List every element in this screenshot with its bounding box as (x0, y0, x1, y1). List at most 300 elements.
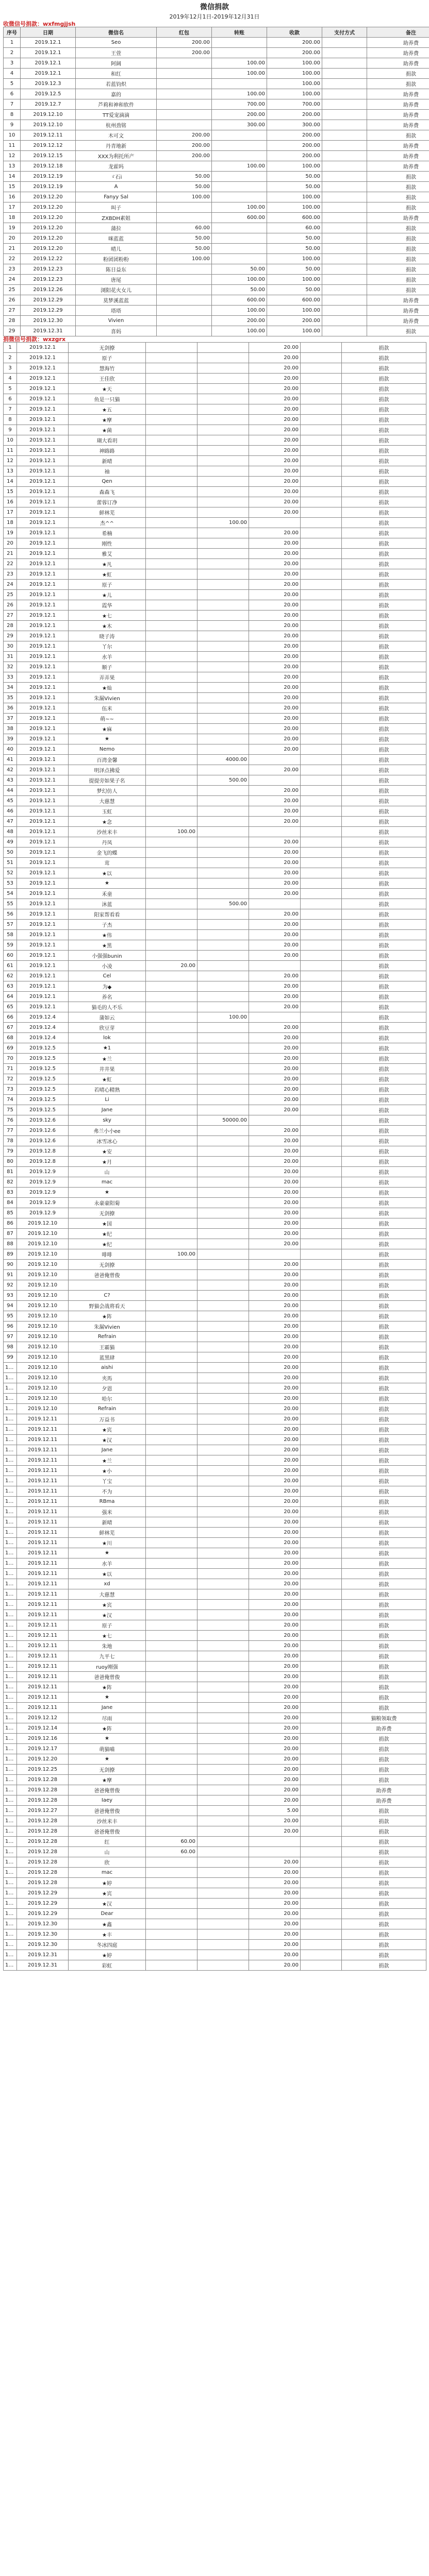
row-transfer (197, 487, 249, 497)
row-wechat-name: 水羊 (69, 652, 146, 662)
row-red-packet (157, 99, 212, 110)
row-payment (301, 374, 342, 384)
row-date: 2019.12.1 (17, 889, 69, 899)
table-row (4, 569, 426, 580)
row-received: 20.00 (249, 848, 301, 858)
table-row (4, 755, 426, 765)
row-transfer (212, 244, 267, 254)
row-payment (301, 1466, 342, 1476)
table-row (4, 662, 426, 672)
row-index: 14 (4, 477, 17, 487)
row-wechat-name: 水羊 (69, 1558, 146, 1569)
row-date: 2019.12.10 (17, 1301, 69, 1311)
row-red-packet (146, 1826, 197, 1837)
row-wechat-name: ゞ石i (76, 172, 157, 182)
row-index: 82 (4, 1177, 17, 1188)
row-date: 2019.12.11 (17, 1600, 69, 1610)
row-wechat-name: 鱼是一只猫 (69, 394, 146, 404)
table-row (4, 497, 426, 507)
row-date: 2019.12.1 (17, 1002, 69, 1012)
row-received: 20.00 (249, 1569, 301, 1579)
row-note: 捐款 (342, 1868, 426, 1878)
row-index: 104 (4, 1404, 17, 1414)
row-wechat-name: ★以 (69, 868, 146, 878)
row-payment (301, 672, 342, 683)
row-transfer (212, 141, 267, 151)
row-date: 2019.12.10 (17, 1383, 69, 1394)
row-transfer (197, 909, 249, 920)
row-received: 20.00 (249, 1455, 301, 1466)
row-note: 捐款 (342, 466, 426, 477)
row-payment (301, 755, 342, 765)
row-transfer (197, 641, 249, 652)
row-wechat-name: 无剑撩 (69, 1765, 146, 1775)
row-received: 20.00 (249, 1754, 301, 1765)
row-payment (301, 1744, 342, 1754)
row-note: 捐款 (342, 1631, 426, 1641)
row-transfer (197, 1301, 249, 1311)
row-note: 捐款 (367, 79, 429, 89)
row-note: 捐款 (342, 1115, 426, 1126)
row-index: 107 (4, 1435, 17, 1445)
row-date: 2019.12.29 (21, 295, 76, 306)
row-red-packet (146, 1600, 197, 1610)
row-payment (322, 120, 367, 130)
row-payment (301, 466, 342, 477)
row-red-packet (157, 306, 212, 316)
row-payment (301, 1795, 342, 1806)
table-row (4, 1754, 426, 1765)
row-index: 14 (4, 172, 21, 182)
row-date: 2019.12.10 (17, 1291, 69, 1301)
row-wechat-name: ★虹 (69, 1074, 146, 1084)
table-row (4, 1795, 426, 1806)
row-index: 44 (4, 786, 17, 796)
row-received: 200.00 (267, 141, 322, 151)
row-note: 捐款 (342, 1847, 426, 1857)
row-date: 2019.12.3 (21, 79, 76, 89)
row-red-packet (146, 1198, 197, 1208)
table-header-row (4, 27, 429, 38)
row-date: 2019.12.23 (21, 275, 76, 285)
row-index: 72 (4, 1074, 17, 1084)
page-title: 微信捐款 (200, 3, 229, 11)
row-transfer: 4000.00 (197, 755, 249, 765)
row-red-packet (146, 848, 197, 858)
table-row (4, 1425, 426, 1435)
row-index: 18 (4, 213, 21, 223)
row-received (249, 1847, 301, 1857)
row-red-packet (146, 1311, 197, 1321)
row-index: 87 (4, 1229, 17, 1239)
row-red-packet (146, 1321, 197, 1332)
row-note: 助养费 (367, 151, 429, 161)
row-red-packet (146, 641, 197, 652)
row-payment (301, 1651, 342, 1662)
row-index: 12 (4, 151, 21, 161)
row-index: 155 (4, 1929, 17, 1940)
row-note: 捐款 (342, 1569, 426, 1579)
row-transfer (197, 1260, 249, 1270)
row-note: 捐款 (342, 1291, 426, 1301)
row-wechat-name: ★摩 (69, 1775, 146, 1785)
row-note: 捐款 (342, 1775, 426, 1785)
col-header-note: 备注 (367, 27, 429, 38)
row-payment (301, 1332, 342, 1342)
row-red-packet: 60.00 (146, 1847, 197, 1857)
row-received: 20.00 (249, 878, 301, 889)
row-received: 20.00 (249, 1332, 301, 1342)
row-date: 2019.12.1 (17, 899, 69, 909)
row-note: 捐款 (342, 1579, 426, 1589)
row-date: 2019.12.1 (17, 641, 69, 652)
row-index: 37 (4, 714, 17, 724)
row-note: 捐款 (342, 1332, 426, 1342)
row-received: 100.00 (267, 306, 322, 316)
row-date: 2019.12.1 (17, 992, 69, 1002)
row-transfer (197, 549, 249, 559)
row-transfer (197, 1466, 249, 1476)
row-payment (301, 1631, 342, 1641)
row-red-packet (146, 559, 197, 569)
row-wechat-name: Refrain (69, 1332, 146, 1342)
row-wechat-name: 王萱 (76, 48, 157, 58)
row-received: 20.00 (249, 343, 301, 353)
row-transfer (197, 466, 249, 477)
table-row (4, 672, 426, 683)
row-date: 2019.12.5 (17, 1043, 69, 1054)
row-date: 2019.12.11 (17, 1692, 69, 1703)
row-received: 20.00 (249, 1816, 301, 1826)
row-note: 捐款 (367, 244, 429, 254)
row-transfer (197, 1198, 249, 1208)
row-transfer (197, 611, 249, 621)
row-payment (301, 1311, 342, 1321)
row-red-packet (146, 1775, 197, 1785)
row-date: 2019.12.1 (17, 384, 69, 394)
row-note: 捐款 (342, 1888, 426, 1899)
table-row (4, 1703, 426, 1713)
row-received: 50.00 (267, 233, 322, 244)
row-wechat-name: 蓝黑肆 (69, 1352, 146, 1363)
row-date: 2019.12.10 (17, 1394, 69, 1404)
row-red-packet (146, 909, 197, 920)
row-received: 20.00 (249, 1868, 301, 1878)
row-received: 20.00 (249, 1929, 301, 1940)
row-index: 101 (4, 1373, 17, 1383)
row-date: 2019.12.30 (17, 1940, 69, 1950)
row-payment (301, 590, 342, 600)
row-transfer (197, 1167, 249, 1177)
table-row (4, 1837, 426, 1847)
row-payment (301, 775, 342, 786)
row-red-packet (146, 1435, 197, 1445)
row-red-packet (146, 703, 197, 714)
table-row (4, 244, 429, 254)
row-payment (301, 703, 342, 714)
row-date: 2019.12.28 (17, 1857, 69, 1868)
row-index: 81 (4, 1167, 17, 1177)
row-index: 39 (4, 734, 17, 744)
row-payment (301, 1012, 342, 1023)
row-date: 2019.12.1 (17, 394, 69, 404)
row-transfer (197, 1342, 249, 1352)
row-red-packet (146, 456, 197, 466)
row-index: 71 (4, 1064, 17, 1074)
row-red-packet (146, 404, 197, 415)
row-payment (301, 1558, 342, 1569)
row-note: 捐款 (342, 1301, 426, 1311)
row-date: 2019.12.1 (17, 786, 69, 796)
table-row (4, 1847, 426, 1857)
row-received: 20.00 (249, 1270, 301, 1280)
row-note: 捐款 (342, 1064, 426, 1074)
row-note: 捐款 (342, 1002, 426, 1012)
row-index: 131 (4, 1682, 17, 1692)
row-wechat-name: 欣豆芽 (69, 1023, 146, 1033)
row-red-packet (146, 724, 197, 734)
row-note: 捐款 (367, 233, 429, 244)
table-row (4, 1589, 426, 1600)
table-row (4, 1878, 426, 1888)
table-row (4, 1074, 426, 1084)
row-index: 41 (4, 755, 17, 765)
row-index: 3 (4, 58, 21, 69)
row-note: 捐款 (342, 1311, 426, 1321)
row-date: 2019.12.22 (21, 254, 76, 264)
row-payment (301, 1249, 342, 1260)
row-wechat-name: 新晴 (69, 1517, 146, 1528)
table-row (4, 600, 426, 611)
row-note: 捐款 (342, 1280, 426, 1291)
row-date: 2019.12.11 (17, 1507, 69, 1517)
row-transfer (197, 1363, 249, 1373)
row-received: 200.00 (267, 38, 322, 48)
row-wechat-name: Seo (76, 38, 157, 48)
table-row (4, 1280, 426, 1291)
row-wechat-name: Fanyy Sal (76, 192, 157, 202)
row-note: 捐款 (342, 538, 426, 549)
row-index: 126 (4, 1631, 17, 1641)
table-row (4, 652, 426, 662)
row-date: 2019.12.1 (17, 703, 69, 714)
section-label-donate: 捐微信号捐款：wxzgrx (3, 336, 66, 343)
row-note: 捐款 (342, 1414, 426, 1425)
row-wechat-name: 爸爸俺曾俊 (69, 1785, 146, 1795)
row-note: 捐款 (342, 394, 426, 404)
table-row (4, 275, 429, 285)
row-received: 20.00 (249, 909, 301, 920)
row-wechat-name: 啡啡 (69, 1249, 146, 1260)
row-received: 20.00 (249, 1610, 301, 1620)
row-date: 2019.12.6 (17, 1126, 69, 1136)
row-wechat-name: ★纪 (69, 1239, 146, 1249)
row-received: 20.00 (249, 456, 301, 466)
row-payment (322, 141, 367, 151)
row-date: 2019.12.20 (21, 233, 76, 244)
table-row (4, 1785, 426, 1795)
row-wechat-name: 爸爸俺曾俊 (69, 1806, 146, 1816)
row-payment (301, 1703, 342, 1713)
table-row (4, 192, 429, 202)
row-date: 2019.12.1 (17, 878, 69, 889)
row-index: 34 (4, 683, 17, 693)
row-date: 2019.12.1 (17, 487, 69, 497)
row-transfer (212, 172, 267, 182)
row-transfer (197, 1734, 249, 1744)
row-received: 20.00 (249, 714, 301, 724)
row-note: 捐款 (342, 384, 426, 394)
row-note: 捐款 (342, 1620, 426, 1631)
row-transfer (212, 254, 267, 264)
row-wechat-name: 沙丝米丰 (69, 827, 146, 837)
table-row (4, 889, 426, 899)
row-wechat-name: ★ (69, 1692, 146, 1703)
row-index: 43 (4, 775, 17, 786)
row-received: 20.00 (249, 1857, 301, 1868)
row-index: 6 (4, 394, 17, 404)
row-note: 捐款 (342, 1744, 426, 1754)
row-date: 2019.12.10 (17, 1332, 69, 1342)
row-note: 捐款 (342, 1734, 426, 1744)
row-payment (301, 1383, 342, 1394)
row-note: 捐款 (342, 744, 426, 755)
row-transfer (212, 223, 267, 233)
row-date: 2019.12.6 (17, 1136, 69, 1146)
row-date: 2019.12.1 (17, 734, 69, 744)
row-date: 2019.12.1 (17, 837, 69, 848)
row-transfer (197, 1785, 249, 1795)
row-wechat-name: ★汉 (69, 1899, 146, 1909)
row-wechat-name: mac (69, 1868, 146, 1878)
row-payment (322, 79, 367, 89)
row-transfer (197, 1126, 249, 1136)
row-wechat-name: A (76, 182, 157, 192)
table-row (4, 611, 426, 621)
row-transfer (197, 1816, 249, 1826)
row-index: 153 (4, 1909, 17, 1919)
row-wechat-name: TT爱宠滴滴 (76, 110, 157, 120)
row-index: 114 (4, 1507, 17, 1517)
row-wechat-name: 冰雪冰心 (69, 1136, 146, 1146)
row-wechat-name: 新晴 (69, 456, 146, 466)
row-transfer (197, 1043, 249, 1054)
row-transfer (197, 1002, 249, 1012)
table-row (4, 1043, 426, 1054)
row-wechat-name: 咪蓝蓝 (76, 233, 157, 244)
row-wechat-name: 慧海竹 (69, 363, 146, 374)
row-payment (301, 1857, 342, 1868)
row-payment (301, 1909, 342, 1919)
row-note: 捐款 (342, 848, 426, 858)
row-received: 20.00 (249, 1301, 301, 1311)
row-payment (301, 549, 342, 559)
row-payment (301, 631, 342, 641)
row-index: 36 (4, 703, 17, 714)
table-row (4, 724, 426, 734)
row-transfer (212, 130, 267, 141)
table-row (4, 182, 429, 192)
row-date: 2019.12.1 (17, 848, 69, 858)
table-row (4, 1868, 426, 1878)
row-red-packet (146, 528, 197, 538)
row-date: 2019.12.11 (17, 1662, 69, 1672)
row-payment (322, 306, 367, 316)
row-received: 20.00 (249, 1734, 301, 1744)
row-wechat-name: 神路路 (69, 446, 146, 456)
row-date: 2019.12.1 (17, 600, 69, 611)
row-received: 20.00 (249, 1095, 301, 1105)
row-wechat-name: lok (69, 1033, 146, 1043)
row-payment (301, 1497, 342, 1507)
row-note: 捐款 (342, 1497, 426, 1507)
row-index: 92 (4, 1280, 17, 1291)
row-date: 2019.12.11 (17, 1455, 69, 1466)
row-received: 20.00 (249, 569, 301, 580)
row-red-packet (146, 1651, 197, 1662)
row-payment (322, 202, 367, 213)
row-red-packet (157, 264, 212, 275)
table-row (4, 1528, 426, 1538)
row-wechat-name: 唐尾 (76, 275, 157, 285)
row-received (249, 775, 301, 786)
row-transfer: 100.00 (212, 69, 267, 79)
row-transfer (197, 538, 249, 549)
row-index: 55 (4, 899, 17, 909)
table-row (4, 141, 429, 151)
row-transfer (197, 1229, 249, 1239)
row-received: 20.00 (249, 1589, 301, 1600)
row-note: 捐款 (342, 1857, 426, 1868)
row-wechat-name: 百湾金馨 (69, 755, 146, 765)
row-note: 捐款 (342, 1929, 426, 1940)
table-row (4, 1301, 426, 1311)
row-index: 133 (4, 1703, 17, 1713)
row-note: 捐款 (342, 497, 426, 507)
row-transfer: 500.00 (197, 775, 249, 786)
row-red-packet (146, 1167, 197, 1177)
row-wechat-name: Cel (69, 971, 146, 981)
row-date: 2019.12.11 (17, 1435, 69, 1445)
row-date: 2019.12.1 (17, 374, 69, 384)
row-date: 2019.12.5 (17, 1105, 69, 1115)
row-note: 捐款 (342, 724, 426, 734)
row-received: 20.00 (249, 384, 301, 394)
row-received: 20.00 (249, 796, 301, 806)
row-date: 2019.12.10 (17, 1239, 69, 1249)
row-wechat-name: ★兰 (69, 1054, 146, 1064)
row-received: 20.00 (249, 549, 301, 559)
row-payment (322, 151, 367, 161)
row-payment (301, 384, 342, 394)
row-red-packet: 60.00 (146, 1837, 197, 1847)
row-note: 捐款 (342, 374, 426, 384)
row-index: 88 (4, 1239, 17, 1249)
row-note: 捐款 (342, 600, 426, 611)
row-date: 2019.12.7 (21, 99, 76, 110)
row-payment (301, 899, 342, 909)
row-index: 137 (4, 1744, 17, 1754)
row-wechat-name: 禾童 (69, 889, 146, 899)
row-received: 20.00 (249, 662, 301, 672)
table-row (4, 1909, 426, 1919)
row-wechat-name: 萌~~ (69, 714, 146, 724)
table-row (4, 858, 426, 868)
row-red-packet (146, 683, 197, 693)
table-row (4, 48, 429, 58)
row-transfer (197, 1754, 249, 1765)
row-red-packet (146, 1816, 197, 1826)
